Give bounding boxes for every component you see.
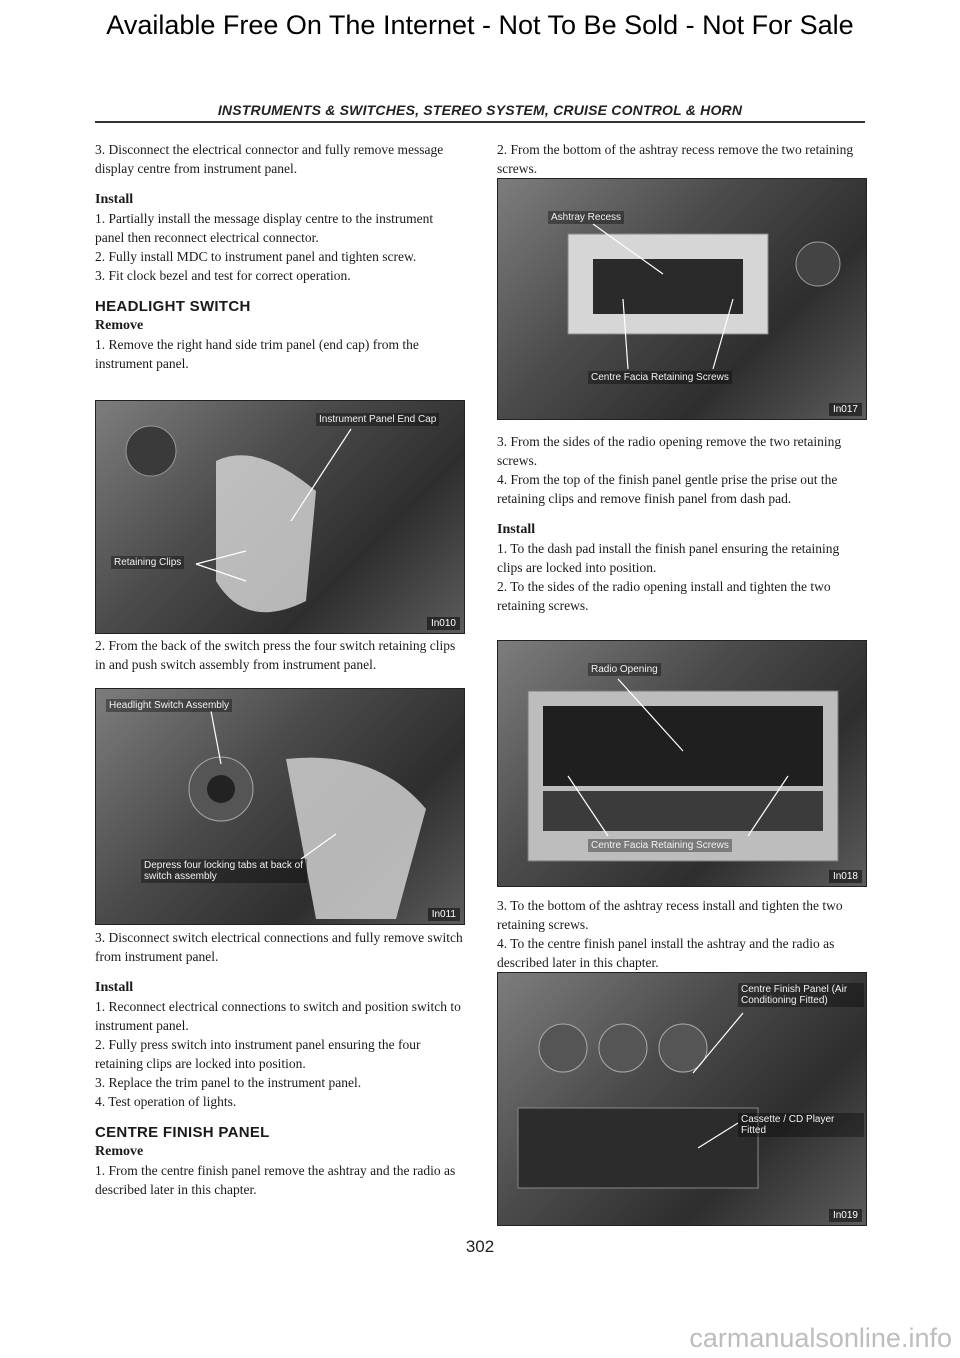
step-text: 3. Disconnect switch electrical connections and fully remove switch from instrument panel. (95, 930, 463, 964)
step-text: 2. Fully install MDC to instrument panel and tighten screw. (95, 249, 417, 264)
photo-headlight-switch-arrows (96, 689, 464, 924)
photo-ref: In011 (428, 908, 460, 921)
photo-ashtray-recess (497, 178, 867, 420)
photo-end-cap (95, 400, 465, 634)
right-column-bottom (497, 896, 867, 972)
step-text: 4. From the top of the finish panel gentle prise the prise out the retaining clips and remove finish panel from dash pad. (497, 472, 838, 506)
step-text: 2. To the sides of the radio opening install and tighten the two retaining screws. (497, 579, 831, 613)
photo-label: Ashtray Recess (548, 211, 624, 224)
step-text: 1. Partially install the message display centre to the instrument panel then reconnect electrical connector. (95, 211, 434, 245)
left-column-bottom (95, 928, 465, 1199)
photo-label: Cassette / CD Player Fitted (738, 1113, 864, 1137)
right-column-top (497, 140, 867, 178)
step-text: 1. Reconnect electrical connections to switch and position switch to instrument panel. (95, 999, 461, 1033)
left-column-top (95, 140, 465, 373)
photo-label: Instrument Panel End Cap (316, 413, 439, 426)
step-text: 1. To the dash pad install the finish panel ensuring the retaining clips are locked into position. (497, 541, 840, 575)
step-text: 2. From the back of the switch press the four switch retaining clips in and push switch assembly from instrument panel. (95, 638, 456, 672)
page-banner: Available Free On The Internet - Not To Be Sold - Not For Sale (106, 10, 854, 40)
watermark: carmanualsonline.info (689, 1323, 952, 1353)
section-header: INSTRUMENTS & SWITCHES, STEREO SYSTEM, CRUISE CONTROL & HORN (217, 102, 743, 118)
step-text: 2. Fully press switch into instrument panel ensuring the four retaining clips are locked into position. (95, 1037, 421, 1071)
step-text: 3. From the sides of the radio opening remove the two retaining screws. (497, 434, 842, 468)
step-text: 4. To the centre finish panel install the ashtray and the radio as described later in this chapter. (497, 936, 835, 970)
photo-label: Centre Facia Retaining Screws (588, 839, 732, 852)
left-column-mid (95, 636, 465, 674)
remove-heading: Remove (95, 318, 144, 333)
photo-ref: In019 (829, 1209, 862, 1222)
step-text: 4. Test operation of lights. (95, 1094, 237, 1109)
section-title-centre-finish: CENTRE FINISH PANEL (95, 1124, 270, 1141)
photo-end-cap-arrows (96, 401, 464, 633)
photo-ref: In010 (427, 617, 460, 630)
remove-heading: Remove (95, 1144, 144, 1159)
header-rule (95, 121, 865, 123)
install-heading: Install (497, 522, 536, 537)
install-heading: Install (95, 192, 134, 207)
section-title-headlight: HEADLIGHT SWITCH (95, 298, 251, 315)
photo-ref: In018 (829, 870, 862, 883)
install-heading: Install (95, 980, 134, 995)
photo-label: Retaining Clips (111, 556, 184, 569)
photo-label: Headlight Switch Assembly (106, 699, 232, 712)
photo-centre-finish-shapes (498, 973, 866, 1225)
photo-ref: In017 (829, 403, 862, 416)
photo-label: Depress four locking tabs at back of switch assembly (141, 859, 307, 883)
step-text: 3. Disconnect the electrical connector and fully remove message display centre from instrument panel. (95, 142, 444, 176)
step-text: 1. Remove the right hand side trim panel (end cap) from the instrument panel. (95, 337, 419, 371)
right-column-mid (497, 432, 867, 615)
page-number: 302 (465, 1237, 495, 1256)
photo-label: Centre Finish Panel (Air Conditioning Fitted) (738, 983, 864, 1007)
step-text: 3. Replace the trim panel to the instrument panel. (95, 1075, 362, 1090)
step-text: 3. To the bottom of the ashtray recess install and tighten the two retaining screws. (497, 898, 843, 932)
step-text: 3. Fit clock bezel and test for correct operation. (95, 268, 351, 283)
photo-headlight-switch (95, 688, 465, 925)
photo-label: Centre Facia Retaining Screws (588, 371, 732, 384)
photo-centre-finish (497, 972, 867, 1226)
photo-radio-opening (497, 640, 867, 887)
photo-label: Radio Opening (588, 663, 661, 676)
step-text: 2. From the bottom of the ashtray recess remove the two retaining screws. (497, 142, 854, 176)
step-text: 1. From the centre finish panel remove the ashtray and the radio as described later in this chapter. (95, 1163, 456, 1197)
